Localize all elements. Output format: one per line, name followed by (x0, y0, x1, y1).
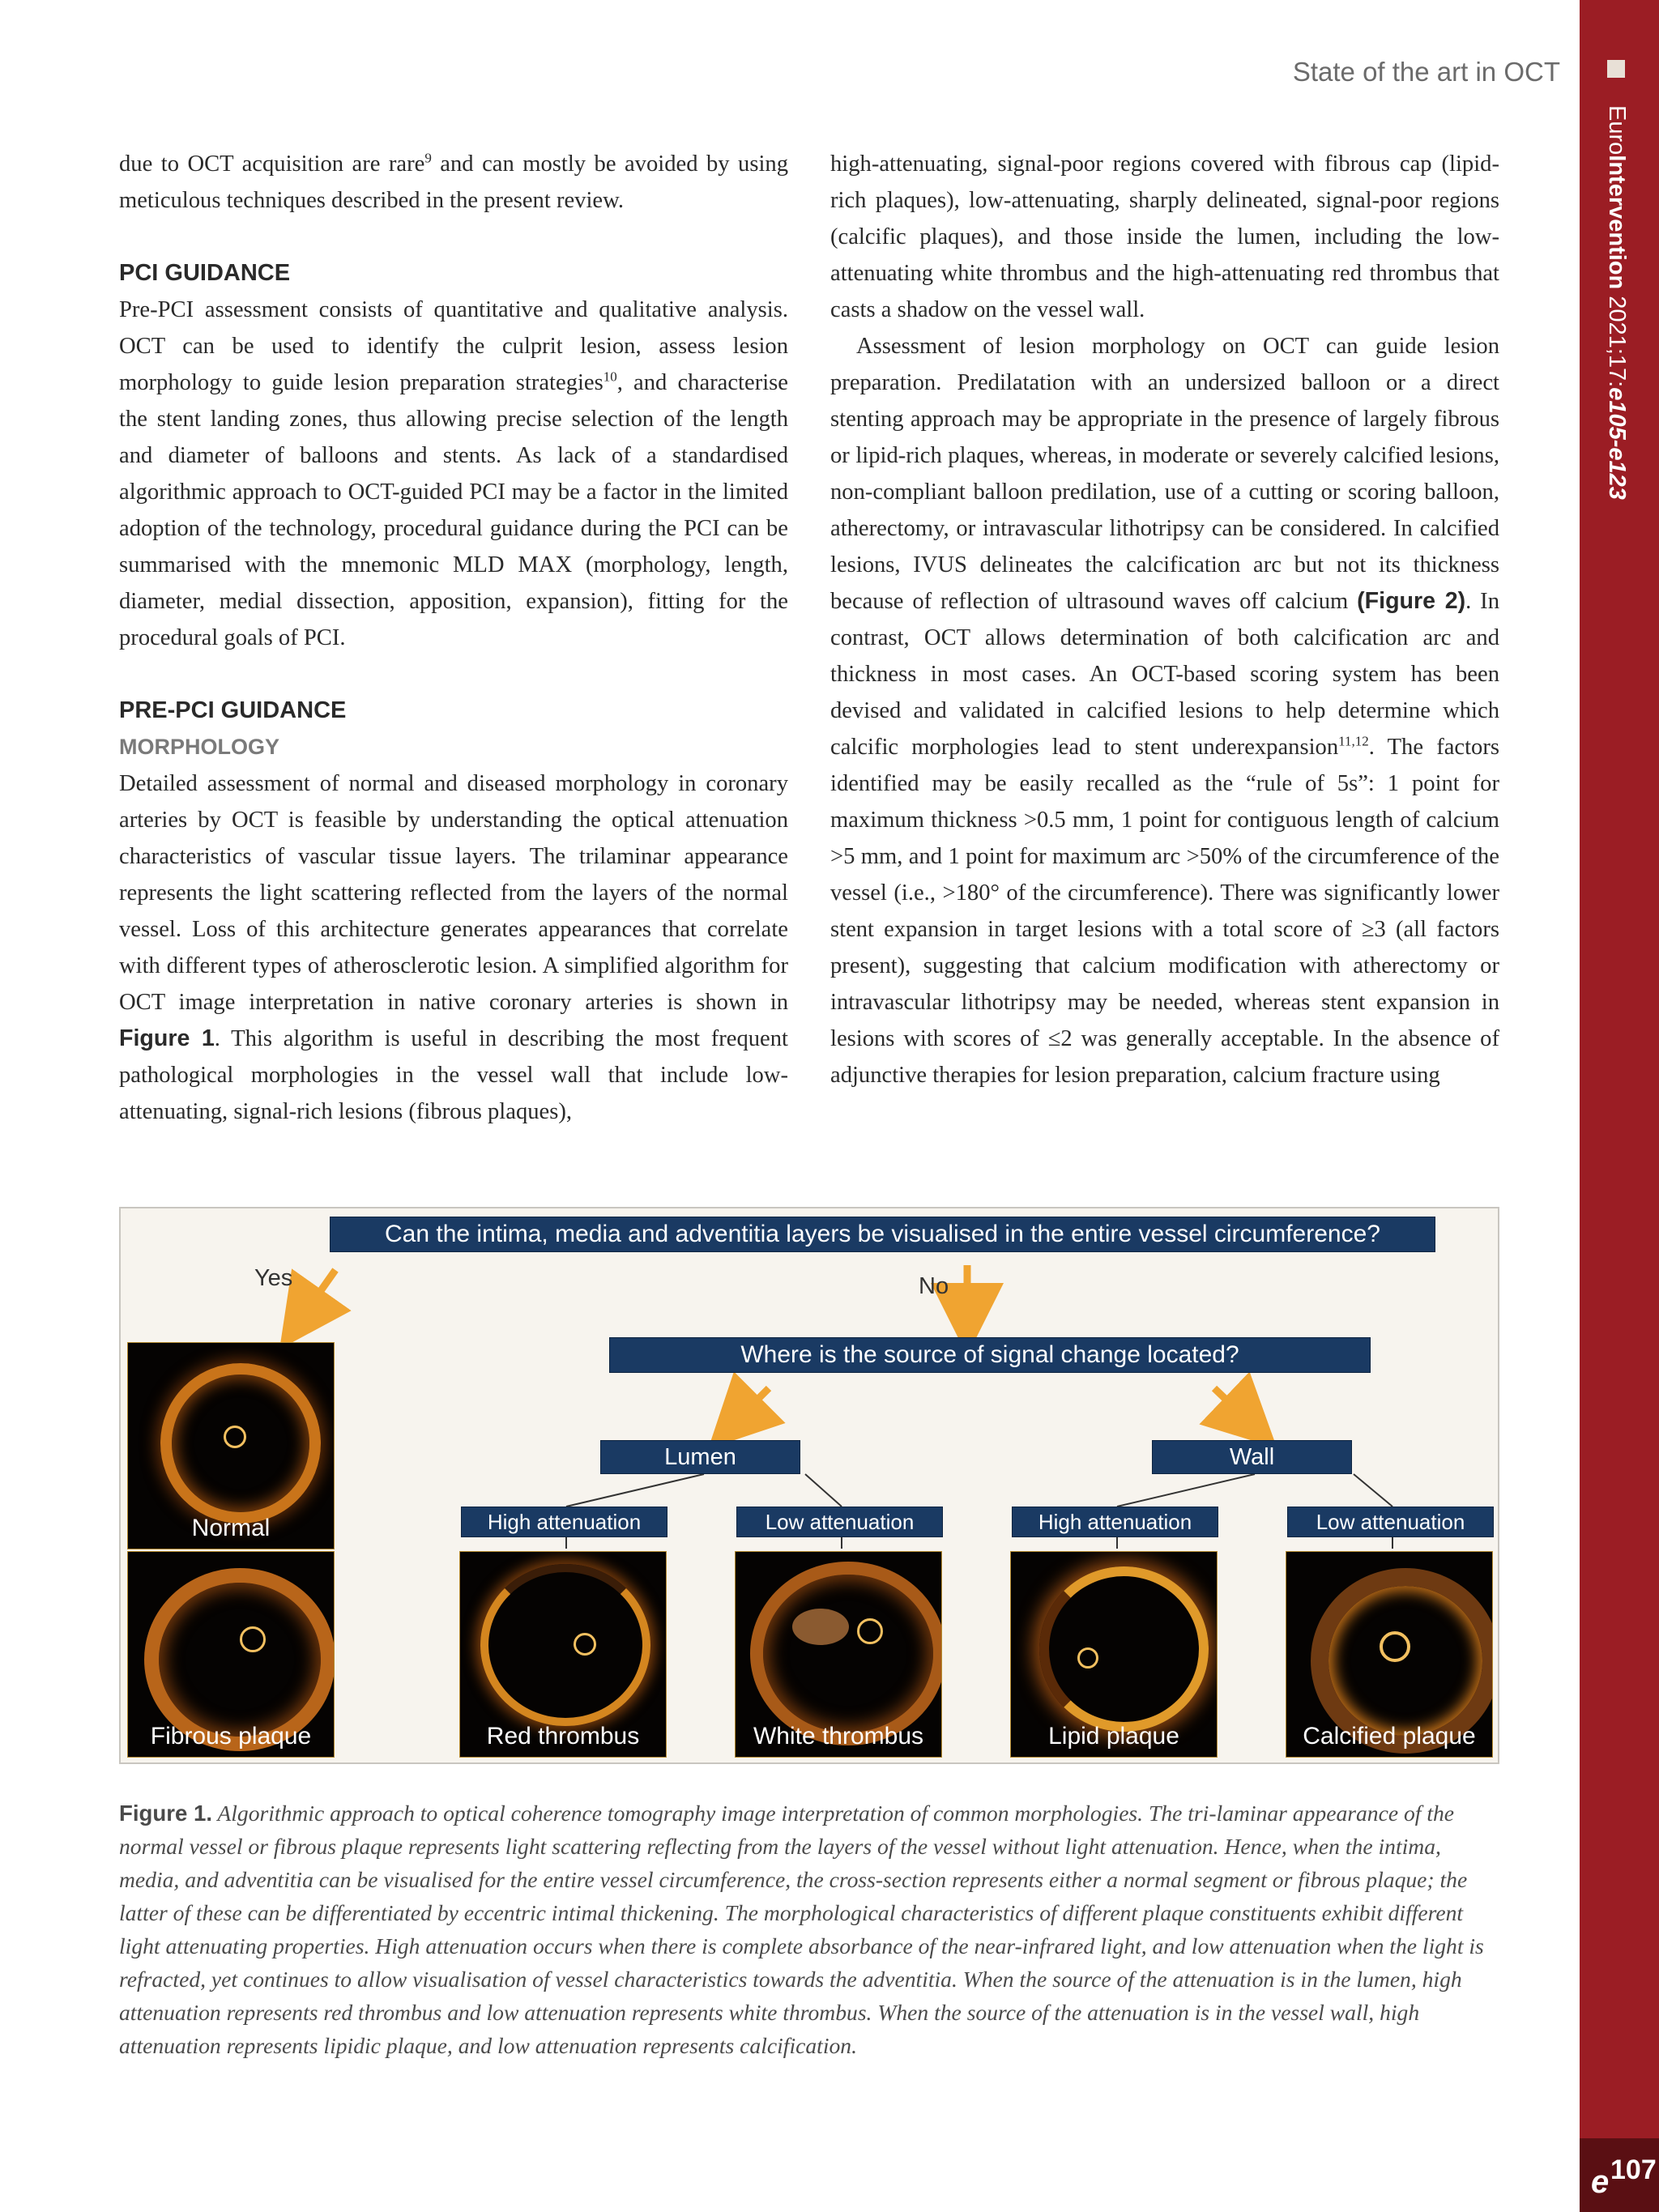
no-label: No (919, 1273, 949, 1299)
paragraph: due to OCT acquisition are rare$^9$ and can mostly be avoided by using meticulous techniques described in the present review. (119, 150, 788, 213)
oct-image-calcified-plaque (1286, 1551, 1493, 1758)
paragraph: Detailed assessment of normal and diseased morphology in coronary arteries by OCT is feasible by understanding the optical attenuation characteristics of vascular tissue layers. The trilaminar appearance represents the light scattering reflected from the layers of the normal vessel. Loss of this architecture generates appearances that correlate with different types of atherosclerotic lesion. A simplified algorithm for OCT image interpretation in native coronary arteries is shown in Figure 1. This algorithm is useful in describing the most frequent pathological morphologies in the vessel wall that include low-attenuating, signal-rich lesions (fibrous plaques), (119, 771, 788, 1124)
page-number: 107 (1610, 2154, 1657, 2185)
yes-arrow-icon (301, 1270, 335, 1319)
image-caption: Calcified plaque (1303, 1723, 1476, 1750)
paragraph: Assessment of lesion morphology on OCT can guide lesion preparation. Predilatation with an undersized balloon or a direct stenting approach may be appropriate in the presence of largely fibrous or lipid-rich plaques, whereas, in moderate or severely calcified lesions, non-compliant balloon predilation, use of a cutting or scoring balloon, atherectomy, or intravascular lithotripsy can be considered. In calcified lesions, IVUS delineates the calcification arc but not its thickness because of reflection of ultrasound waves off calcium (Figure 2). In contrast, OCT allows determination of both calcification arc and thickness in most cases. An OCT-based scoring system has been devised and validated in calcified lesions to help determine which calcific morphologies lead to stent underexpansion$^{11,12}$. The factors identified may be easily recalled as the “rule of 5s”: 1 point for maximum thickness >0.5 mm, 1 point for contiguous length of calcium >5 mm, and 1 point for maximum arc >50% of the circumference of the vessel (i.e., >180° of the circumference). There was significantly lower stent expansion in target lesions with a total score of ≥3 (all factors present), suggesting that calcium modification with atherectomy or intravascular lithotripsy may be needed, whereas stent expansion in lesions with scores of ≤2 was generally acceptable. In the absence of adjunctive therapies for lesion preparation, calcium fracture using (830, 334, 1499, 1088)
question-box-source: Where is the source of signal change located? (609, 1337, 1371, 1373)
section-heading-pci-guidance: PCI GUIDANCE (119, 260, 291, 286)
oct-image-fibrous-plaque (127, 1551, 335, 1758)
subsection-heading-morphology: MORPHOLOGY (119, 735, 280, 759)
image-caption: Fibrous plaque (150, 1723, 312, 1750)
journal-citation: EuroIntervention 2021;17:e105-e123 (1604, 105, 1630, 500)
sidebar-square-icon (1607, 60, 1625, 78)
figure-caption: Figure 1. Algorithmic approach to optical coherence tomography image interpretation of common morphologies. The tri-laminar appearance of the normal vessel or fibrous plaque represents light scattering reflecting from the layers of the vessel without light attenuation. Hence, when the intima, media, and adventitia can be visualised for the entire vessel circumference, the cross-section represents either a normal segment or fibrous plaque; the latter of these can be differentiated by eccentric intimal thickening. The morphological characteristics of different plaque constituents exhibit different light attenuating properties. High attenuation occurs when there is complete absorbance of the near-infrared light, and low attenuation when the light is refracted, yet continues to allow visualisation of vessel characteristics towards the adventitia. When the source of the attenuation is in the lumen, high attenuation represents red thrombus and low attenuation represents white thrombus. When the source of the attenuation is in the vessel wall, high attenuation represents lipidic plaque, and low attenuation represents calcification. (119, 1801, 1484, 2058)
left-column (119, 146, 788, 1130)
node-lumen-high-attenuation: High attenuation (461, 1507, 667, 1537)
figure-label: Figure 1. (119, 1801, 212, 1826)
page-number-box (1580, 2138, 1659, 2212)
node-lumen-low-attenuation: Low attenuation (736, 1507, 943, 1537)
paragraph: high-attenuating, signal-poor regions covered with fibrous cap (lipid-rich plaques), low-attenuating, sharply delineated, signal-poor regions (calcific plaques), and those inside the lumen, including the low-attenuating white thrombus and the high-attenuating red thrombus that casts a shadow on the vessel wall. (830, 151, 1499, 322)
journal-sidebar (1580, 0, 1659, 2212)
running-head: State of the art in OCT (1292, 57, 1560, 87)
image-caption: White thrombus (753, 1723, 924, 1750)
figure-reference[interactable]: (Figure 2) (1357, 588, 1466, 614)
node-wall-low-attenuation: Low attenuation (1287, 1507, 1494, 1537)
section-heading-pre-pci-guidance: PRE-PCI GUIDANCE (119, 697, 347, 723)
figure-1 (119, 1207, 1499, 1764)
yes-label: Yes (254, 1265, 293, 1291)
wall-arrow-icon (1214, 1388, 1251, 1423)
image-caption: Red thrombus (486, 1723, 640, 1750)
oct-image-lipid-plaque (1010, 1551, 1218, 1758)
oct-image-normal (127, 1342, 335, 1549)
image-caption: Lipid plaque (1048, 1723, 1179, 1750)
oct-image-white-thrombus (735, 1551, 942, 1758)
node-wall: Wall (1152, 1440, 1352, 1474)
question-box-layers: Can the intima, media and adventitia layers be visualised in the entire vessel circumference? (330, 1217, 1435, 1252)
node-lumen: Lumen (600, 1440, 800, 1474)
oct-image-red-thrombus (459, 1551, 667, 1758)
node-wall-high-attenuation: High attenuation (1012, 1507, 1218, 1537)
lumen-arrow-icon (734, 1388, 769, 1423)
page-prefix: e (1591, 2164, 1610, 2200)
figure-reference[interactable]: Figure 1 (119, 1025, 215, 1051)
paragraph: Pre-PCI assessment consists of quantitative and qualitative analysis. OCT can be used to identify the culprit lesion, assess lesion morphology to guide lesion preparation strategies$^{10}$, and characterise the stent landing zones, thus allowing precise selection of the length and diameter of balloons and stents. As lack of a standardised algorithmic approach to OCT-guided PCI may be a factor in the limited adoption of the technology, procedural guidance during the PCI can be summarised with the mnemonic MLD MAX (morphology, length, diameter, medial dissection, apposition, expansion), fitting for the procedural goals of PCI. (119, 297, 788, 650)
image-caption: Normal (191, 1515, 271, 1541)
right-column (830, 146, 1499, 1093)
